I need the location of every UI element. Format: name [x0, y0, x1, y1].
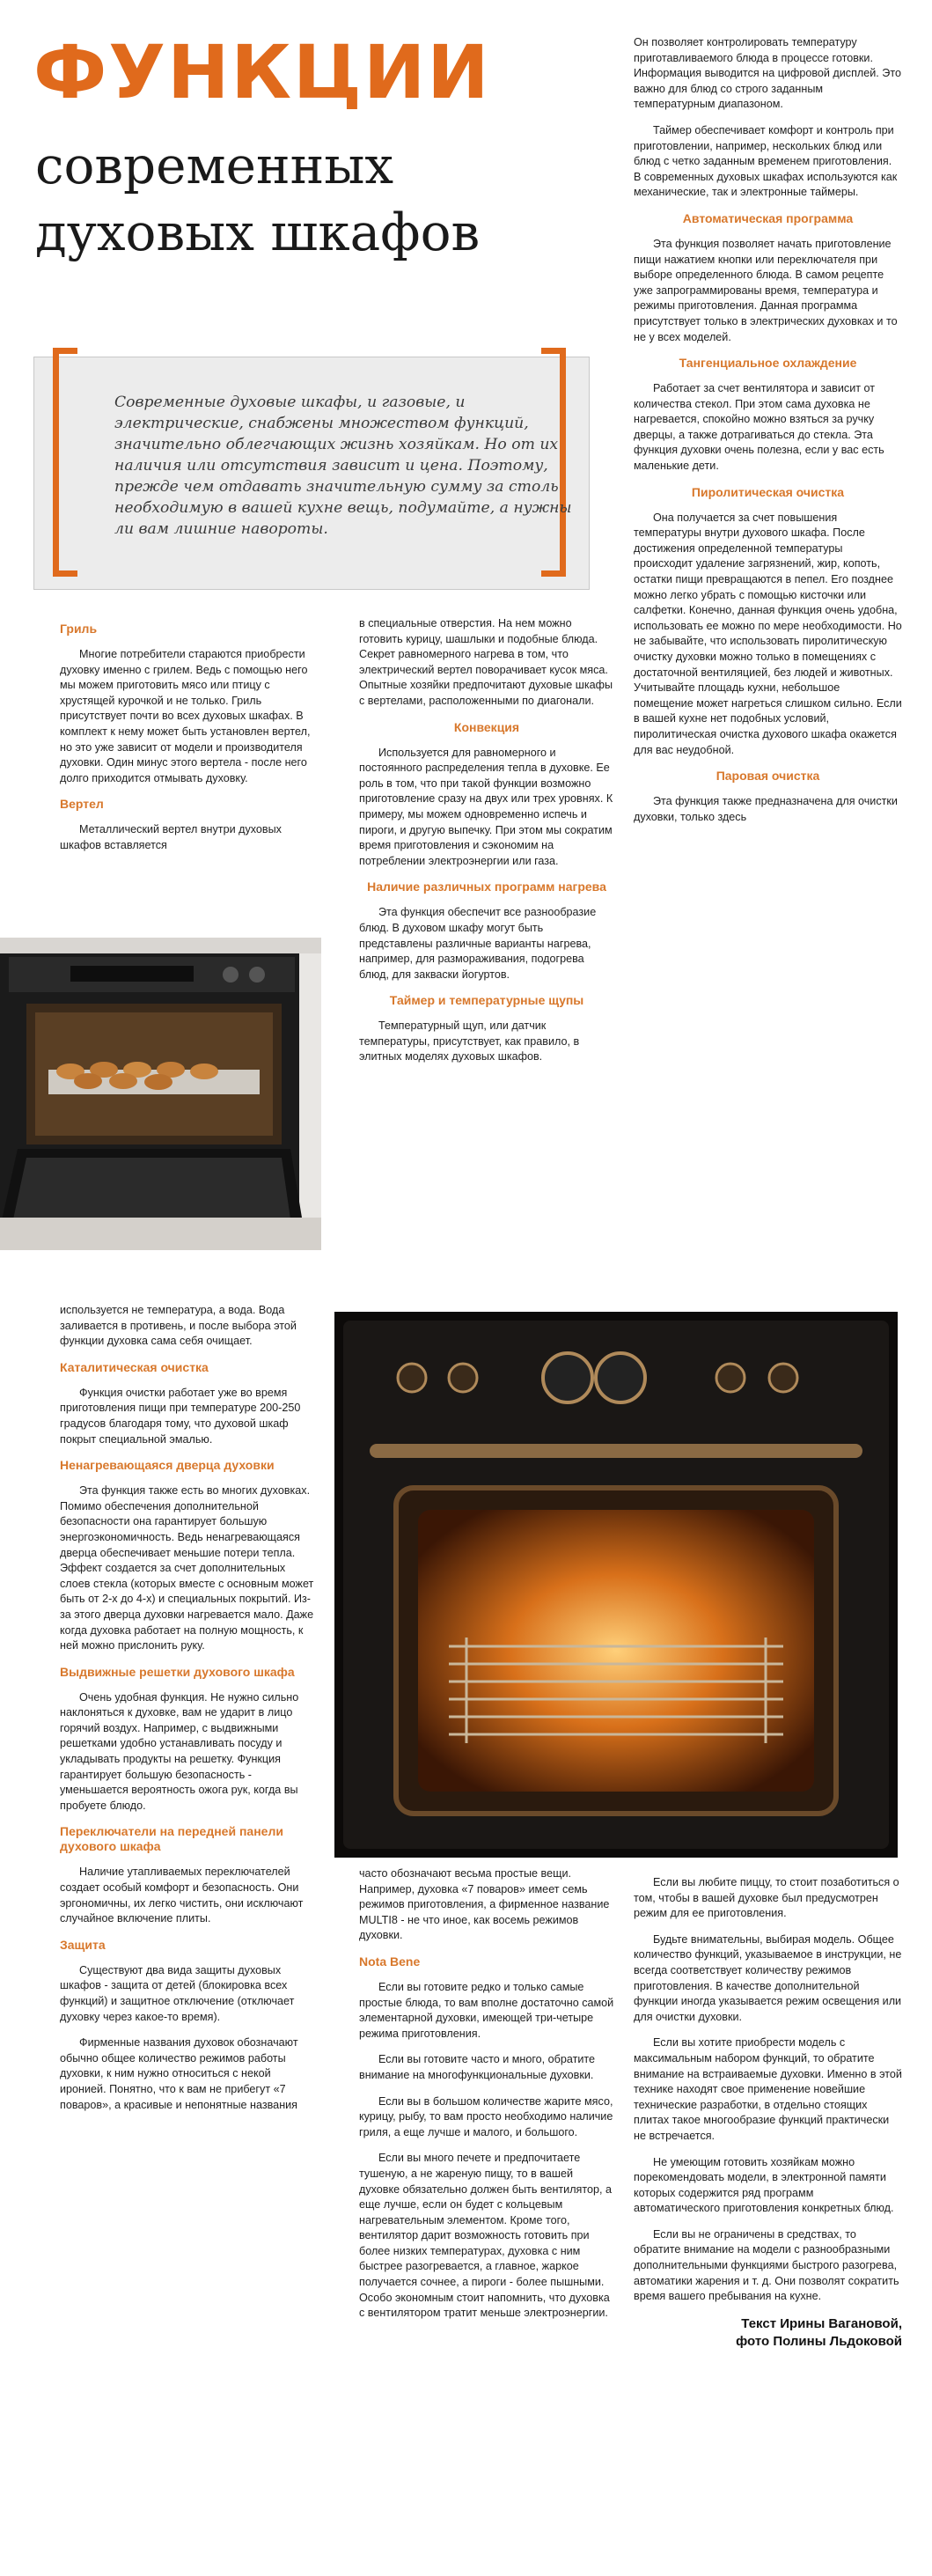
paragraph: Эта функция позволяет начать приготовление пищи нажатием кнопки или переключателя при выборе определенного блюда. В самом рецепте уже запрограммированы время, температура и режимы приготовления. Данная программа присутствует только в электрических духовках и то не у всех моделей.: [634, 237, 898, 343]
page-subtitle: [35, 132, 598, 266]
retro-oven-illustration: [334, 1312, 898, 1858]
paragraph: Она получается за счет повышения температуры внутри духового шкафа. После достижения определенной температуры происходит удаление загрязнений, жир, копоть, остатки пищи превращаются в пепел. Его позднее можно легко убрать с помощью кисточки или салфетки. Конечно, данная функция очень удобна, использовать ее можно по мере необходимости. Но не забывайте, что использовать пиролитическую очистку духовки можно только в помещениях с достаточной вентиляцией, без людей и животных. Учитывайте площадь кухни, небольшое помещение может нагреться слишком сильно. Если в вашей кухне нет подобных условий, пиролитическая очистка духового шкафа окажется для вас неудобной.: [634, 511, 902, 756]
section-heading: Гриль: [60, 622, 98, 636]
oven-photo-bread: [0, 938, 321, 1250]
center-column-mid: [359, 616, 614, 1076]
section-heading: Пиролитическая очистка: [691, 484, 845, 499]
paragraph: Если вы готовите часто и много, обратите внимание на многофункциональные духовки.: [359, 2053, 596, 2081]
section-heading: Конвекция: [453, 719, 520, 734]
page-title: ФУНКЦИИ: [33, 29, 491, 115]
section-heading: Защита: [60, 1937, 106, 1952]
right-column-low: [634, 1875, 902, 2351]
paragraph: Существуют два вида защиты духовых шкафов - защита от детей (блокировка всех функций) и защитное отключение (отключает духовку через какое-то время).: [60, 1963, 295, 2023]
paragraph: Если вы много печете и предпочитаете тушеную, а не жареную пищу, то в вашей духовке обязательно должен быть вентилятор, а еще лучше, если он будет с кольцевым нагревательным элементом. Кроме того, вентилятор дарит возможность готовить при более низких температурах, духовка с ним быстрее разогревается, а главное, жаркое получается сочнее, а пироги - более пышными. Особо экономным стоит напомнить, что духовка с вентилятором тратит меньше электроэнергии.: [359, 2152, 613, 2320]
paragraph: Если вы не ограничены в средствах, то обратите внимание на модели с разнообразными дополнительными функциями быстрого разогрева, автоматики жарения и т. д. Они позволят сократить время вашего пребывания на кухне.: [634, 2227, 899, 2303]
paragraph: часто обозначают весьма простые вещи. Например, духовка «7 поваров» имеет семь режимов приготовления, а фирменное название MULTI8 - не что иное, как восемь режимов духовки.: [359, 1867, 610, 1942]
paragraph: Наличие утапливаемых переключателей создает особый комфорт и безопасность. Они эргономичны, их легко чистить, они исключают случайное включение плиты.: [60, 1866, 304, 1925]
left-bracket: [53, 348, 77, 577]
left-column-low: [60, 1303, 315, 2123]
credit-photo: фото Полины Льдоковой: [736, 2333, 902, 2349]
section-heading: Наличие различных программ нагрева: [367, 880, 606, 894]
left-column-mid: [60, 616, 311, 865]
paragraph: Металлический вертел внутри духовых шкафов вставляется: [60, 823, 282, 851]
section-heading: Переключатели на передней панели духового шкафа: [60, 1824, 283, 1854]
paragraph: Таймер обеспечивает комфорт и контроль при приготовлении, например, нескольких блюд или блюд с четко заданным временем приготовления. В современных духовых шкафах используются как механические, так и электронные таймеры.: [634, 123, 898, 199]
paragraph: Фирменные названия духовок обозначают обычно общее количество режимов работы духовки, к ним нужно относиться с некой иронией. Понятно, что к вам не прибегут «7 поваров», а красивые и непонятные названия: [60, 2036, 298, 2111]
paragraph: Температурный щуп, или датчик температуры, присутствует, как правило, в элитных моделях духовых шкафов.: [359, 1019, 580, 1064]
paragraph: Если вы в большом количестве жарите мясо, курицу, рыбу, то вам просто необходимо наличие гриля, а еще лучше и малого, и большого.: [359, 2094, 613, 2138]
section-heading: Тангенциальное охлаждение: [679, 356, 857, 371]
section-heading: Вертел: [60, 797, 104, 812]
paragraph: Многие потребители стараются приобрести духовку именно с грилем. Ведь с помощью него мы можем приготовить мясо или птицу с хрустящей курочкой и не только. Гриль присутствует почти во всех духовых шкафах. В комплект к нему может быть установлен вертел, но это уже зависит от модели и производителя духовки. Один минус этого вертела - после него долго приходится отмывать духовку.: [60, 648, 311, 784]
credit-text: Текст Ирины Вагановой,: [741, 2315, 902, 2331]
paragraph: Если вы хотите приобрести модель с максимальным набором функций, то обратите внимание на встраиваемые духовки. Именно в этой технике находят свое применение новейшие технические разработки, в отдельно стоящих плитах такое многообразие функций практически не встречается.: [634, 2036, 902, 2142]
section-heading: Автоматическая программа: [682, 210, 854, 225]
paragraph: Эта функция также предназначена для очистки духовки, только здесь: [634, 795, 898, 823]
oven-photo-retro: [334, 1312, 898, 1858]
center-column-low: [359, 1866, 614, 2332]
paragraph: Очень удобная функция. Не нужно сильно наклоняться к духовке, вам не ударит в лицо горячий воздух. Например, с выдвижными решетками удобно устанавливать посуду и укладывать продукты на решетку. Функция гарантирует большую безопасность - уменьшается вероятность ожога рук, когда вы пробуете блюдо.: [60, 1690, 299, 1812]
paragraph: Если вы любите пиццу, то стоит позаботиться о том, чтобы в вашей духовке был предусмотрен режим для ее приготовления.: [634, 1876, 899, 1920]
paragraph: в специальные отверстия. На нем можно готовить курицу, шашлыки и подобные блюда. Секрет равномерного нагрева в том, что электрический вертел поворачивает кусок мяса. Опытные хозяйки предпочитают духовые шкафы с вертелами, расположенными по диагонали.: [359, 617, 613, 707]
section-heading: Выдвижные решетки духового шкафа: [60, 1664, 295, 1679]
paragraph: Эта функция также есть во многих духовках. Помимо обеспечения дополнительной безопасности она гарантирует большую энергоэкономичность. Ведь ненагревающаяся дверца обеспечивает меньшие потери тепла. Эффект создается за счет дополнительных слоев стекла (которых вместе с основным может быть от 2-х до 4-х) и специальных покрытий. Из-за этого дверца духовки нагревается мало. Даже когда духовка работает на полную мощность, к ней можно прислонить руку.: [60, 1484, 314, 1652]
paragraph: используется не температура, а вода. Вода заливается в противень, и после выбора этой функции духовка сама себя очищает.: [60, 1304, 297, 1348]
section-heading: Nota Bene: [359, 1954, 421, 1969]
intro-text: Современные духовые шкафы, и газовые, и электрические, снабжены множеством функций, значительно облегчающих жизнь хозяйкам. Но от их наличия или отсутствия зависит и цена. Поэтому, прежде чем отдавать значительную сумму за столь необходимую в вашей кухне вещь, подумайте, а нужны ли вам лишние навороты.: [114, 394, 572, 538]
paragraph: Эта функция обеспечит все разнообразие блюд. В духовом шкафу могут быть представлены различные варианты нагрева, например, для размораживания, подогрева блюд, для закваски йогуртов.: [359, 906, 597, 981]
right-column-top: [634, 35, 902, 835]
subtitle-line-2: духовых шкафов: [35, 202, 481, 262]
paragraph: Не умеющим готовить хозяйкам можно порекомендовать модели, в электронной памяти которых содержится ряд программ автоматического приготовления конкретных блюд.: [634, 2155, 894, 2215]
paragraph: Используется для равномерного и постоянного распределения тепла в духовке. Ее роль в том, что при такой функции возможно приготовление сразу на двух или трех уровнях. К примеру, мы можем одновременно испечь и пироги, и другую выпечку. При этом мы сократим время приготовления и сэкономим на потреблении электроэнергии или газа.: [359, 746, 613, 867]
section-heading: Паровая очистка: [716, 769, 820, 784]
section-heading: Ненагревающаяся дверца духовки: [60, 1458, 275, 1473]
paragraph: Работает за счет вентилятора и зависит от количества стекол. При этом сама духовка не нагревается, спокойно можно взяться за ручку дверцы, а также дотрагиваться до стекла. Эта функция духовки очень полезна, если у вас есть маленькие дети.: [634, 382, 884, 473]
paragraph: Если вы готовите редко и только самые простые блюда, то вам вполне достаточно самой элементарной духовки, имеющей три-четыре режима приготовления.: [359, 1980, 614, 2040]
paragraph: Будьте внимательны, выбирая модель. Общее количество функций, указываемое в инструкции, не всегда соответствует количеству режимов приготовления. В качестве дополнительной функции иногда указывается режим освещения или для очистки духовки.: [634, 1932, 902, 2023]
section-heading: Таймер и температурные щупы: [389, 993, 584, 1008]
paragraph: Функция очистки работает уже во время приготовления пищи при температуре 200-250 градусов благодаря тому, что духовой шкаф покрыт специальной эмалью.: [60, 1386, 301, 1446]
oven-illustration: [0, 938, 321, 1250]
section-heading: Каталитическая очистка: [60, 1359, 209, 1374]
paragraph: Он позволяет контролировать температуру приготавливаемого блюда в процессе готовки. Информация выводится на цифровой дисплей. Это важно для блюд со строго заданным температурным диапазоном.: [634, 36, 901, 111]
subtitle-line-1: современных: [35, 136, 394, 195]
